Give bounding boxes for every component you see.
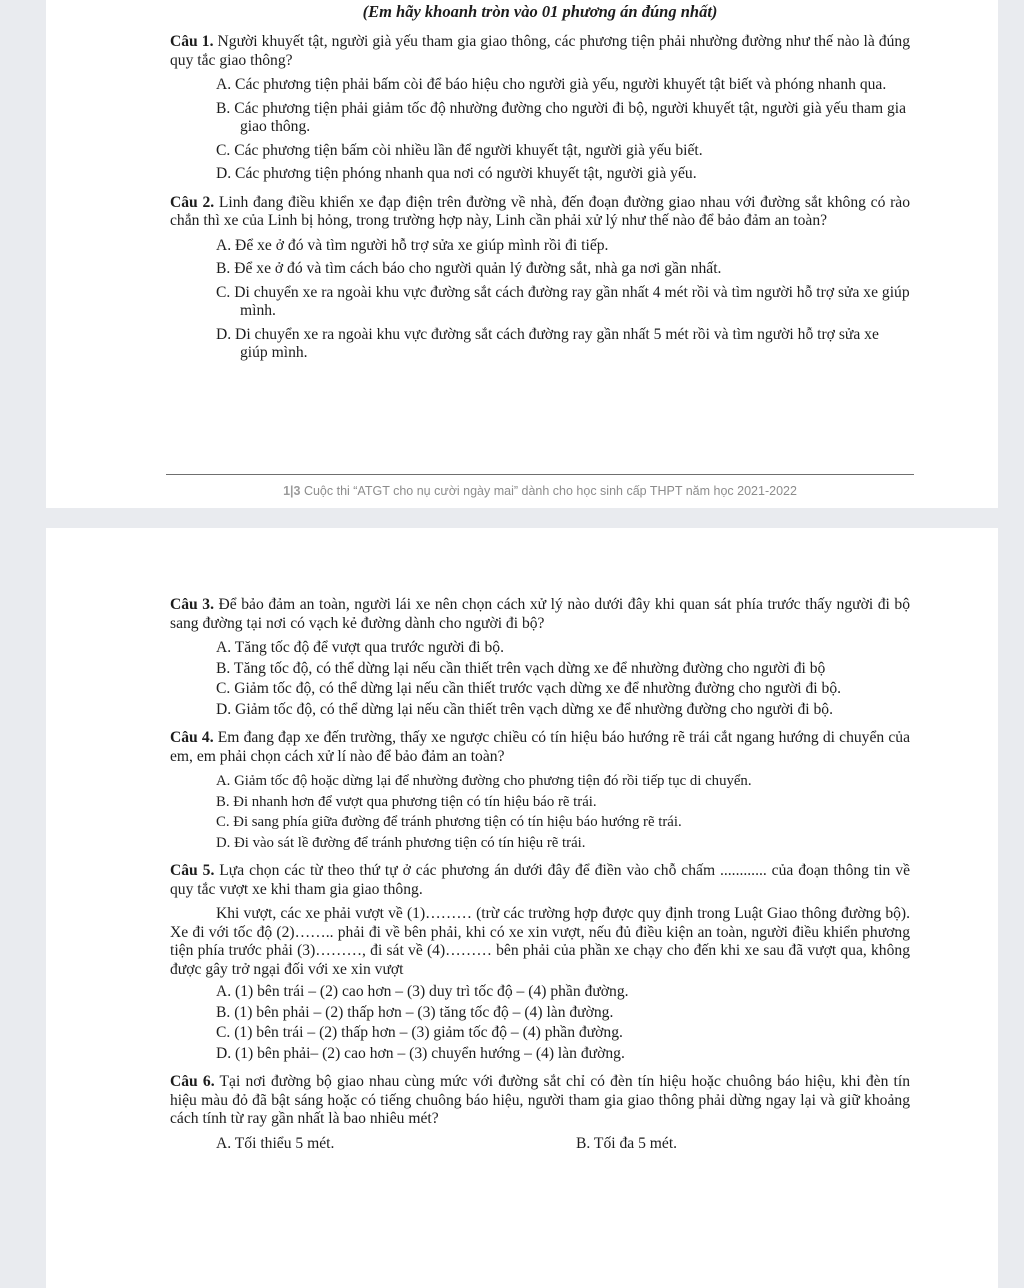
q3-option-a[interactable]: A. Tăng tốc độ để vượt qua trước người đi bộ. bbox=[216, 639, 504, 656]
footer-text: Cuộc thi “ATGT cho nụ cười ngày mai” dành cho học sinh cấp THPT năm học 2021-2022 bbox=[300, 484, 797, 498]
footer-divider bbox=[166, 474, 914, 475]
question-5-paragraph: Khi vượt, các xe phải vượt về (1)……… (trừ các trường hợp được quy định trong Luật Giao thông đường bộ). Xe đi với tốc độ (2)…….. phải đi về bên phải, khi có xe xin vượt, nếu đủ điều kiện an toàn, người điều khiển phương tiện phía trước phải (3)………, đi sát về (4)……… bên phải của phần xe chạy cho đến khi xe sau đã vượt qua, không được gây trở ngại đối với xe xin vượt bbox=[170, 905, 910, 978]
question-6 bbox=[170, 1073, 910, 1129]
q6-option-a[interactable]: A. Tối thiểu 5 mét. bbox=[216, 1134, 335, 1152]
question-3-text: Để bảo đảm an toàn, người lái xe nên chọn cách xử lý nào dưới đây khi quan sát phía trước thấy người đi bộ sang đường tại nơi có vạch kẻ đường dành cho người đi bộ? bbox=[170, 596, 910, 632]
q5-option-c[interactable]: C. (1) bên trái – (2) thấp hơn – (3) giảm tốc độ – (4) phần đường. bbox=[216, 1024, 623, 1041]
question-1-text: Người khuyết tật, người già yếu tham gia giao thông, các phương tiện phải nhường đường như thế nào là đúng quy tắc giao thông? bbox=[170, 33, 910, 69]
question-6-label: Câu 6. bbox=[170, 1073, 215, 1090]
question-2-options bbox=[216, 237, 910, 363]
q5-option-a[interactable]: A. (1) bên trái – (2) cao hơn – (3) duy trì tốc độ – (4) phần đường. bbox=[216, 983, 629, 1000]
q2-option-b[interactable]: B. Để xe ở đó và tìm cách báo cho người quản lý đường sắt, nhà ga nơi gần nhất. bbox=[216, 260, 722, 277]
q1-option-b[interactable]: B. Các phương tiện phải giảm tốc độ nhường đường cho người đi bộ, người khuyết tật, người già yếu tham gia giao thông. bbox=[216, 99, 907, 135]
question-5-options bbox=[216, 983, 910, 1063]
q5-option-b[interactable]: B. (1) bên phải – (2) thấp hơn – (3) tăng tốc độ – (4) làn đường. bbox=[216, 1003, 614, 1021]
question-3-label: Câu 3. bbox=[170, 596, 214, 613]
question-6-text: Tại nơi đường bộ giao nhau cùng mức với đường sắt chỉ có đèn tín hiệu hoặc chuông báo hiệu, khi đèn tín hiệu màu đỏ đã bật sáng hoặc có tiếng chuông báo hiệu, người tham gia giao thông phải dừng ngay lại và giữ khoảng cách tính từ ray gần nhất là bao nhiêu mét? bbox=[170, 1073, 911, 1127]
q2-option-a[interactable]: A. Để xe ở đó và tìm người hỗ trợ sửa xe giúp mình rồi đi tiếp. bbox=[216, 236, 609, 254]
page-number: 1|3 bbox=[283, 484, 301, 498]
page-1-content bbox=[170, 0, 910, 373]
q4-option-b[interactable]: B. Đi nhanh hơn để vượt qua phương tiện có tín hiệu báo rẽ trái. bbox=[216, 793, 597, 810]
q3-option-d[interactable]: D. Giảm tốc độ, có thể dừng lại nếu cần thiết trên vạch dừng xe để nhường đường cho người đi bộ. bbox=[216, 700, 833, 718]
question-2-label: Câu 2. bbox=[170, 193, 215, 211]
page-footer bbox=[166, 484, 914, 498]
question-5-label: Câu 5. bbox=[170, 862, 215, 879]
question-4 bbox=[170, 729, 910, 766]
question-2-text: Linh đang điều khiển xe đạp điện trên đường về nhà, đến đoạn đường giao nhau với đường sắt không có rào chắn thì xe của Linh bị hỏng, trong trường hợp này, Linh cần phải xử lý như thế nào để bảo đảm an toàn? bbox=[170, 193, 910, 229]
q4-option-a[interactable]: A. Giảm tốc độ hoặc dừng lại để nhường đường cho phương tiện đó rồi tiếp tục di chuyển. bbox=[216, 773, 752, 789]
instruction: (Em hãy khoanh tròn vào 01 phương án đúng nhất) bbox=[362, 2, 718, 21]
q2-option-c[interactable]: C. Di chuyển xe ra ngoài khu vực đường sắt cách đường ray gần nhất 4 mét rồi và tìm người hỗ trợ sửa xe giúp mình. bbox=[216, 283, 910, 319]
question-1-label: Câu 1. bbox=[170, 33, 214, 50]
question-3-options bbox=[216, 639, 910, 719]
q4-option-c[interactable]: C. Đi sang phía giữa đường để tránh phương tiện có tín hiệu báo hướng rẽ trái. bbox=[216, 814, 682, 830]
question-4-label: Câu 4. bbox=[170, 729, 214, 746]
question-1 bbox=[170, 33, 910, 70]
question-5 bbox=[170, 862, 910, 899]
q1-option-c[interactable]: C. Các phương tiện bấm còi nhiều lần để người khuyết tật, người già yếu biết. bbox=[216, 141, 703, 159]
q5-option-d[interactable]: D. (1) bên phải– (2) cao hơn – (3) chuyển hướng – (4) làn đường. bbox=[216, 1044, 625, 1062]
question-4-text: Em đang đạp xe đến trường, thấy xe ngược chiều có tín hiệu báo hướng rẽ trái cắt ngang hướng di chuyển của em, em phải chọn cách xử lí nào để bảo đảm an toàn? bbox=[170, 729, 910, 765]
page-1 bbox=[46, 0, 998, 508]
q3-option-c[interactable]: C. Giảm tốc độ, có thể dừng lại nếu cần thiết trước vạch dừng xe để nhường đường cho người đi bộ. bbox=[216, 680, 842, 697]
q1-option-a[interactable]: A. Các phương tiện phải bấm còi để báo hiệu cho người già yếu, người khuyết tật biết và phóng nhanh qua. bbox=[216, 76, 887, 93]
question-2 bbox=[170, 194, 910, 231]
q4-option-d[interactable]: D. Đi vào sát lề đường để tránh phương tiện có tín hiệu rẽ trái. bbox=[216, 834, 586, 851]
page-2-content bbox=[170, 596, 910, 1153]
question-4-options bbox=[216, 772, 910, 852]
q6-option-b[interactable]: B. Tối đa 5 mét. bbox=[576, 1134, 678, 1152]
question-5-text: Lựa chọn các từ theo thứ tự ở các phương án dưới đây để điền vào chỗ chấm ............ của đoạn thông tin về quy tắc vượt xe khi tham gia giao thông. bbox=[170, 862, 910, 898]
q3-option-b[interactable]: B. Tăng tốc độ, có thể dừng lại nếu cần thiết trên vạch dừng xe để nhường đường cho người đi bộ bbox=[216, 659, 826, 677]
question-6-options bbox=[216, 1135, 910, 1154]
q2-option-d[interactable]: D. Di chuyển xe ra ngoài khu vực đường sắt cách đường ray gần nhất 5 mét rồi và tìm người hỗ trợ sửa xe giúp mình. bbox=[216, 325, 879, 361]
question-3 bbox=[170, 596, 910, 633]
q1-option-d[interactable]: D. Các phương tiện phóng nhanh qua nơi có người khuyết tật, người già yếu. bbox=[216, 165, 697, 182]
page-2 bbox=[46, 528, 998, 1288]
question-1-options bbox=[216, 76, 910, 184]
